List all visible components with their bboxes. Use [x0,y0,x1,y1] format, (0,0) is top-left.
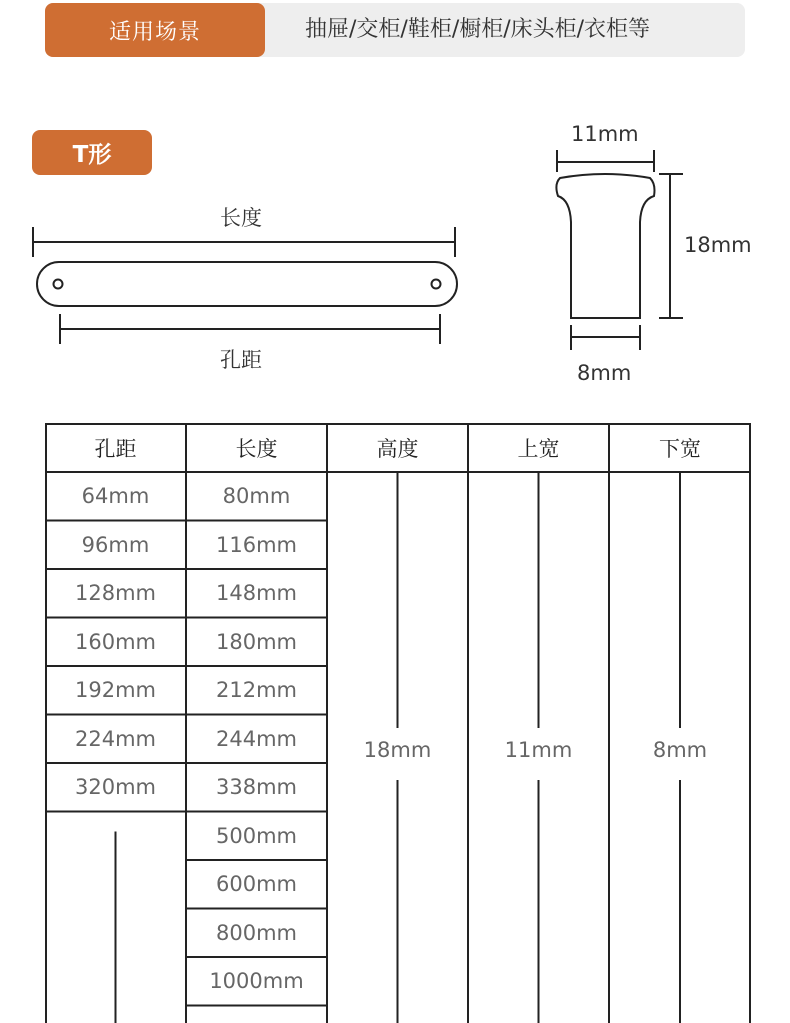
table-header-cell: 孔距 [94,436,137,461]
length-label: 长度 [220,206,262,230]
usage-text: 抽屉/交柜/鞋柜/橱柜/床头柜/衣柜等 [305,17,651,42]
length-cell: 180mm [188,620,325,665]
hole-spacing-cell: 224mm [47,717,184,762]
length-cell: 148mm [188,571,325,616]
table-header-cell: 上宽 [517,436,560,461]
handle-body [37,262,457,306]
table-header-cell: 长度 [235,436,278,461]
bottom-width-value: 8mm [634,728,726,772]
hole-spacing-cell: 320mm [47,765,184,810]
hole-spacing-cell: 160mm [47,620,184,665]
right-hole [432,280,441,289]
length-cell: 244mm [188,717,325,762]
top-width-label: 11mm [571,122,639,146]
t-profile-shape [556,174,654,318]
table-header-cell: 下宽 [659,436,701,461]
handle-diagram [0,0,790,420]
hole-spacing-cell: 128mm [47,571,184,616]
shape-badge: T形 [32,130,152,175]
top-width-value: 11mm [493,728,584,772]
length-cell: 800mm [188,911,325,956]
length-cell: 338mm [188,765,325,810]
table-header-cell: 高度 [376,436,419,461]
length-cell: 1000mm [188,959,325,1004]
hole-spacing-label: 孔距 [220,348,262,372]
spec-table [45,423,751,1023]
hole-spacing-cell: 192mm [47,668,184,713]
left-hole [54,280,63,289]
height-value: 18mm [352,728,443,772]
length-cell: 80mm [188,474,325,519]
length-cell: 212mm [188,668,325,713]
length-cell: 600mm [188,862,325,907]
usage-label: 适用场景 [45,3,265,57]
length-cell: 116mm [188,523,325,568]
height-label: 18mm [684,233,752,257]
hole-spacing-cell: 64mm [47,474,184,519]
hole-spacing-cell: 96mm [47,523,184,568]
length-cell: 500mm [188,814,325,859]
bottom-width-label: 8mm [577,361,632,385]
